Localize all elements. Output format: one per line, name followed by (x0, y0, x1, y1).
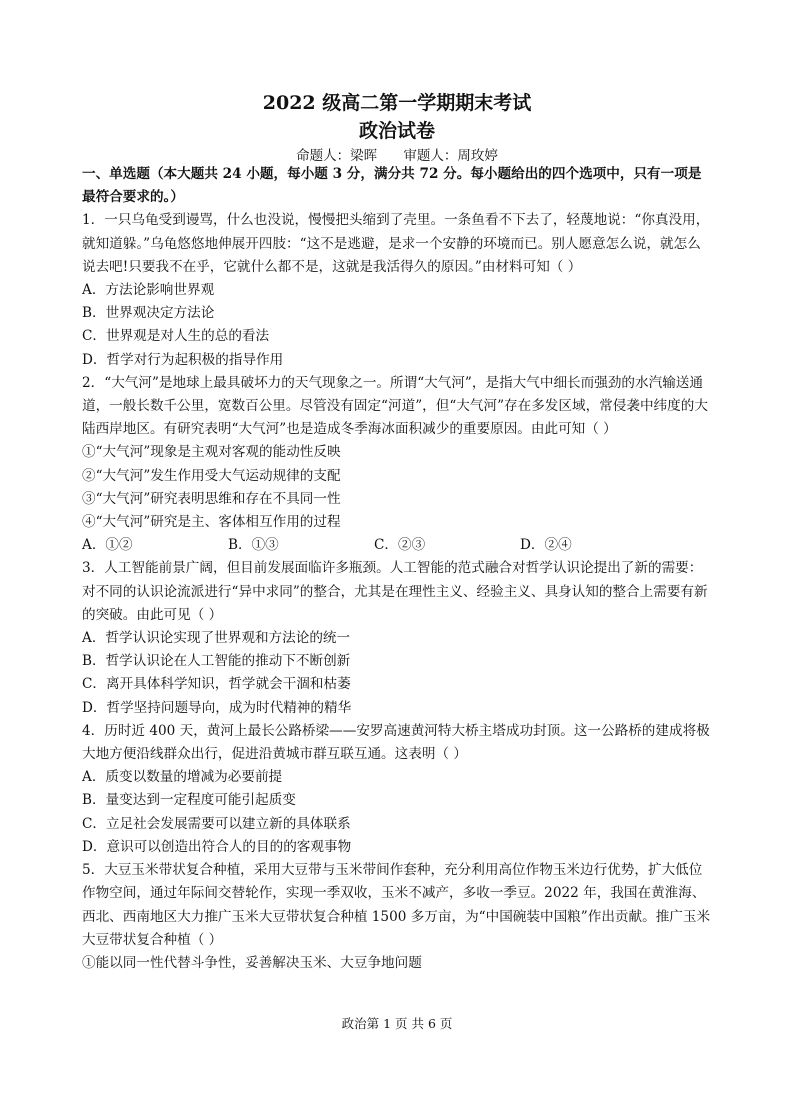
question-4-option-d: D．意识可以创造出符合人的目的的客观事物 (82, 838, 352, 855)
question-1-option-a: A．方法论影响世界观 (82, 282, 215, 299)
question-1-option-d: D．哲学对行为起积极的指导作用 (82, 351, 284, 368)
proposer: 命题人：梁晖 (296, 148, 378, 164)
question-2-stem: 2．“大气河”是地球上最具破坏力的天气现象之一。所谓“大气河”，是指大气中细长而强劲的水汽输送通道，一般长数千公里，宽数百公里。尽管没有固定“河道”，但“大气河”存在多发区域，常侵袭中纬度的大陆西岸地区。有研究表明“大气河”也是造成冬季海冰面积减少的重要原因。由此可知（ ） (82, 374, 708, 438)
author-line (0, 144, 794, 164)
question-1-option-b: B．世界观决定方法论 (82, 305, 215, 322)
exam-title: 2022 级高二第一学期期末考试 (262, 92, 532, 114)
section-heading: 一、单选题（本大题共 24 小题，每小题 3 分，满分共 72 分。每小题给出的四个选项中，只有一项是最符合要求的。） (82, 166, 702, 206)
question-3-option-a: A．哲学认识论实现了世界观和方法论的统一 (82, 630, 351, 647)
question-4-option-b: B．量变达到一定程度可能引起质变 (82, 792, 296, 809)
question-5-stem: 5．大豆玉米带状复合种植，采用大豆带与玉米带间作套种，充分利用高位作物玉米边行优势，扩大低位作物空间，通过年际间交替轮作，实现一季双收，玉米不减产，多收一季豆。2022 年，我国在黄淮海、西北、西南地区大力推广玉米大豆带状复合种植 1500 多万亩，为“中国碗装中国粮”作出贡献。推广玉米大豆带状复合种植（ ） (82, 862, 711, 948)
question-3-option-d: D．哲学坚持问题导向，成为时代精神的精华 (82, 699, 352, 716)
question-1-stem: 1．一只乌龟受到谩骂，什么也没说，慢慢把头缩到了壳里。一条鱼看不下去了，轻蔑地说：“你真没用，就知道躲。”乌龟悠悠地伸展开四肢：“这不是逃避，是求一个安静的环境而已。别人愿意怎么说，就怎么说去吧!只要我不在乎，它就什么都不是，这就是我活得久的原因。”由材料可知（ ） (82, 212, 710, 275)
question-2-item-4: ④“大气河”研究是主、客体相互作用的过程 (82, 514, 341, 531)
question-5-item-1: ①能以同一性代替斗争性，妥善解决玉米、大豆争地问题 (82, 954, 422, 971)
question-2-choice-b: B．①③ (228, 537, 279, 554)
subject-title: 政治试卷 (358, 120, 435, 142)
question-4-stem: 4．历时近 400 天，黄河上最长公路桥梁——安罗高速黄河特大桥主塔成功封顶。这一公路桥的建成将极大地方便沿线群众出行，促进沿黄城市群互联互通。这表明（ ） (82, 722, 710, 763)
question-3-option-c: C．离开具体科学知识，哲学就会干涸和枯萎 (82, 676, 351, 693)
question-3-stem: 3．人工智能前景广阔，但目前发展面临许多瓶颈。人工智能的范式融合对哲学认识论提出了新的需要：对不同的认识论流派进行“异中求同”的整合，尤其是在理性主义、经验主义、具身认知的整合上需要有新的突破。由此可见（ ） (82, 560, 708, 623)
question-1-option-c: C．世界观是对人生的总的看法 (82, 328, 270, 345)
question-4-option-c: C．立足社会发展需要可以建立新的具体联系 (82, 815, 351, 832)
question-2-choices (82, 534, 714, 557)
question-2-item-3: ③“大气河”研究表明思维和存在不具同一性 (82, 490, 341, 507)
question-2-item-2: ②“大气河”发生作用受大气运动规律的支配 (82, 467, 341, 484)
question-4-option-a: A．质变以数量的增减为必要前提 (82, 769, 283, 786)
question-2-choice-c: C．②③ (374, 537, 426, 554)
page-footer: 政治第 1 页 共 6 页 (341, 1016, 453, 1031)
question-2-choice-d: D．②④ (520, 537, 572, 554)
reviewer: 审题人：周玫婷 (403, 148, 498, 164)
question-2-choice-a: A．①② (82, 537, 133, 554)
question-2-item-1: ①“大气河”现象是主观对客观的能动性反映 (82, 444, 341, 461)
question-3-option-b: B．哲学认识论在人工智能的推动下不断创新 (82, 653, 351, 670)
exam-content (82, 163, 714, 975)
